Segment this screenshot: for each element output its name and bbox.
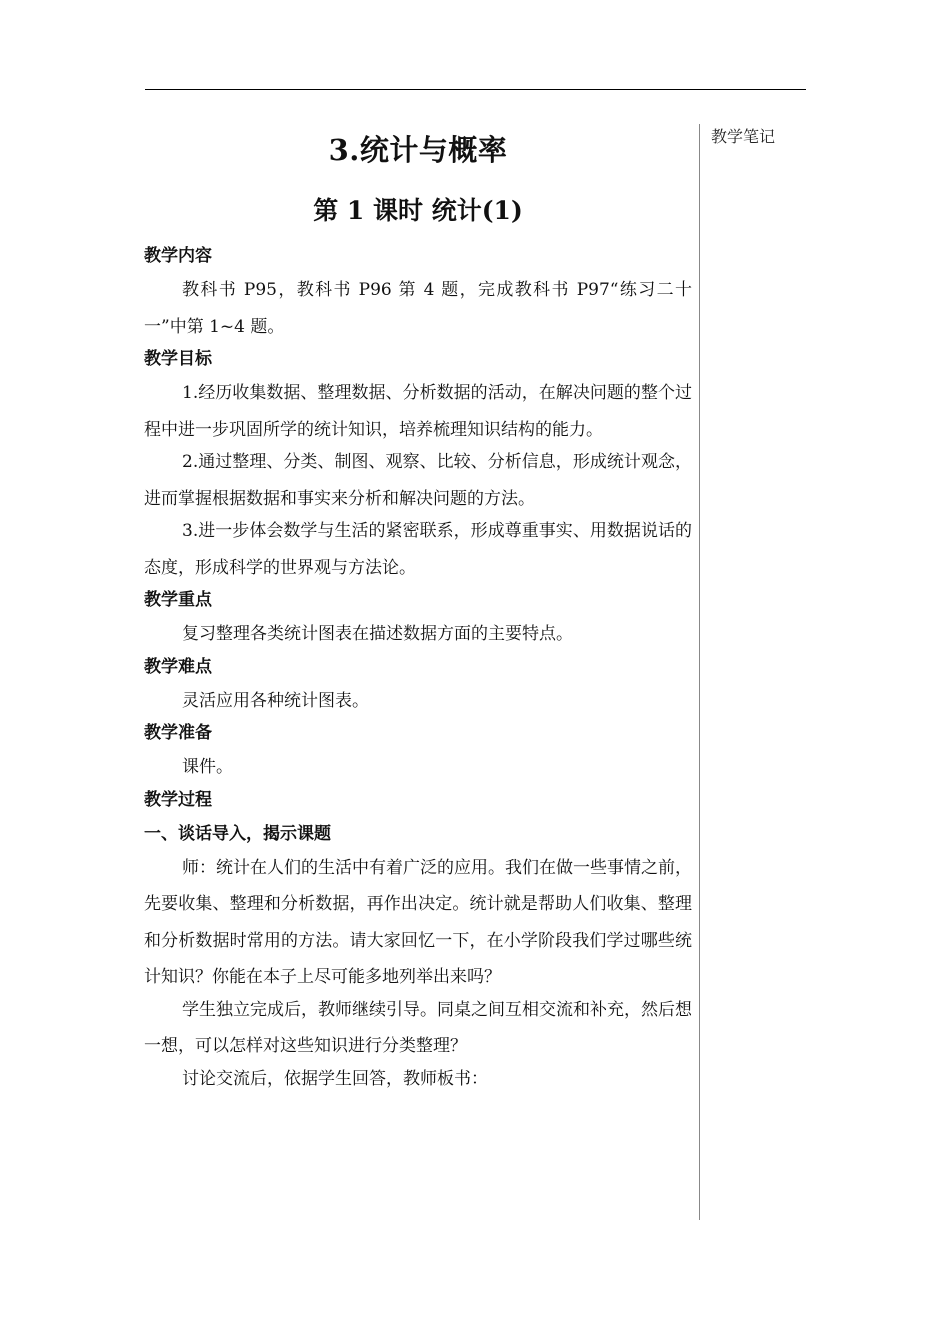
key-points-paragraph: 复习整理各类统计图表在描述数据方面的主要特点。 xyxy=(182,624,573,644)
goal-item-3: 3.进一步体会数学与生活的紧密联系，形成尊重事实、用数据说话的态度，形成科学的世界观与方法论。 xyxy=(144,521,692,578)
notes-column-divider xyxy=(699,124,700,1220)
content-paragraph: 教科书 P95，教科书 P96 第 4 题，完成教科书 P97“练习二十一”中第 1~4 题。 xyxy=(144,280,692,337)
chapter-title: 3.统计与概率 xyxy=(328,133,508,167)
difficulty-paragraph: 灵活应用各种统计图表。 xyxy=(182,690,369,711)
step-1-paragraph-1: 师：统计在人们的生活中有着广泛的应用。我们在做一些事情之前，先要收集、整理和分析数据，再作出决定。统计就是帮助人们收集、整理和分析数据时常用的方法。请大家回忆一下，在小学阶段我们学过哪些统计知识？你能在本子上尽可能多地列举出来吗？ xyxy=(144,857,692,987)
step-1-paragraph-2: 学生独立完成后，教师继续引导。同桌之间互相交流和补充，然后想一想，可以怎样对这些知识进行分类整理？ xyxy=(144,999,692,1056)
section-heading-goals: 教学目标 xyxy=(144,349,212,369)
teaching-notes-label: 教学笔记 xyxy=(711,127,776,146)
goal-item-1: 1.经历收集数据、整理数据、分析数据的活动，在解决问题的整个过程中进一步巩固所学的统计知识，培养梳理知识结构的能力。 xyxy=(144,383,692,440)
lesson-plan-body xyxy=(144,128,692,1099)
section-heading-key-points: 教学重点 xyxy=(144,590,212,610)
preparation-paragraph: 课件。 xyxy=(182,757,233,777)
section-heading-process: 教学过程 xyxy=(144,789,212,810)
step-1-heading: 一、谈话导入，揭示课题 xyxy=(144,823,331,844)
header-rule xyxy=(145,89,806,90)
section-heading-difficulty: 教学难点 xyxy=(144,656,212,677)
goal-item-2: 2.通过整理、分类、制图、观察、比较、分析信息，形成统计观念，进而掌握根据数据和事实来分析和解决问题的方法。 xyxy=(144,452,692,509)
step-1-paragraph-3: 讨论交流后，依据学生回答，教师板书： xyxy=(182,1068,488,1089)
lesson-title: 第 1 课时 统计(1) xyxy=(313,196,523,225)
section-heading-preparation: 教学准备 xyxy=(144,723,212,743)
section-heading-content: 教学内容 xyxy=(144,246,212,266)
